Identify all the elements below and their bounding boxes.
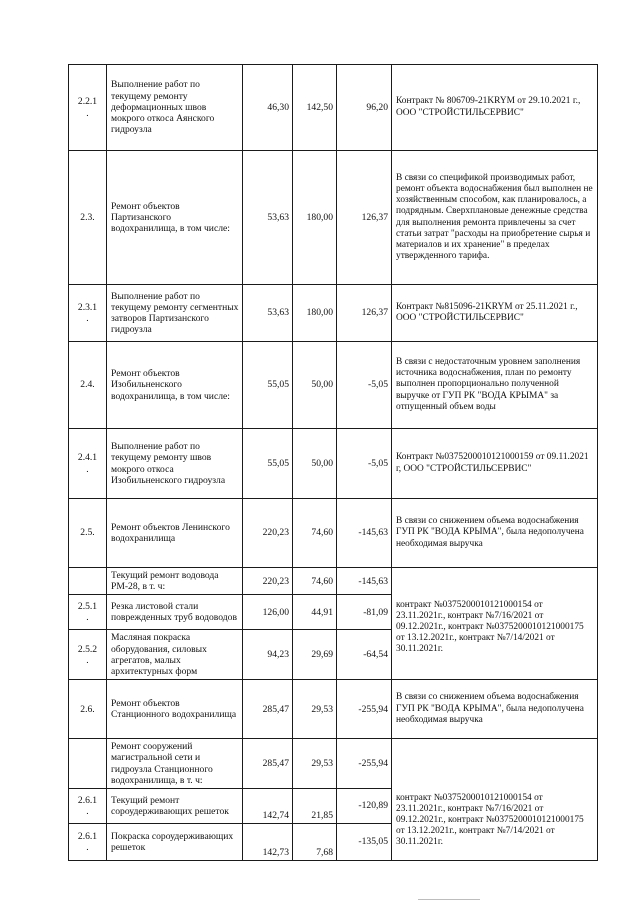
table-row bbox=[69, 151, 598, 285]
row-name: Масляная покраска оборудования, силовых агрегатов, малых архитектурных форм bbox=[107, 630, 243, 680]
table-row bbox=[69, 65, 598, 151]
row-plan-value: 142,74 bbox=[243, 789, 293, 824]
row-name: Ремонт сооружений магистральной сети и гидроузла Станционного водохранилища, в т. ч: bbox=[107, 739, 243, 789]
row-actual-value: 50,00 bbox=[293, 429, 337, 499]
row-number: 2.2.1 . bbox=[69, 65, 107, 151]
table-row bbox=[69, 499, 598, 568]
row-name: Покраска сороудерживающих решеток bbox=[107, 824, 243, 861]
row-actual-value: 180,00 bbox=[293, 151, 337, 285]
row-name: Резка листовой стали поврежденных труб водоводов bbox=[107, 595, 243, 630]
row-name: Ремонт объектов Ленинского водохранилища bbox=[107, 499, 243, 568]
row-note: В связи с недостаточным уровнем заполнения источника водоснабжения, план по ремонту выполнен пропорционально полученной выручке от ГУП РК "ВОДА КРЫМА" за отпущенный объем воды bbox=[392, 342, 598, 429]
row-number: 2.4.1 . bbox=[69, 429, 107, 499]
row-note: В связи со снижением объема водоснабжения ГУП РК "ВОДА КРЫМА", была недополучена необходимая выручка bbox=[392, 499, 598, 568]
row-actual-value: 142,50 bbox=[293, 65, 337, 151]
row-name: Ремонт объектов Партизанского водохранилища, в том числе: bbox=[107, 151, 243, 285]
row-deviation-value: -145,63 bbox=[337, 499, 392, 568]
row-number: 2.3.1 . bbox=[69, 285, 107, 342]
row-actual-value: 44,91 bbox=[293, 595, 337, 630]
row-name: Ремонт объектов Станционного водохранилища bbox=[107, 680, 243, 739]
row-deviation-value: -145,63 bbox=[337, 568, 392, 595]
row-name: Выполнение работ по текущему ремонту деформационных швов мокрого откоса Аянского гидроузла bbox=[107, 65, 243, 151]
row-deviation-value: -5,05 bbox=[337, 429, 392, 499]
row-actual-value: 29,69 bbox=[293, 630, 337, 680]
table-row bbox=[69, 739, 598, 789]
row-actual-value: 74,60 bbox=[293, 568, 337, 595]
row-plan-value: 53,63 bbox=[243, 285, 293, 342]
row-note: Контракт №0375200010121000159 от 09.11.2021 г, ООО "СТРОЙСТИЛЬСЕРВИС" bbox=[392, 429, 598, 499]
row-number: 2.6.1 . bbox=[69, 789, 107, 824]
row-number: 2.4. bbox=[69, 342, 107, 429]
row-plan-value: 126,00 bbox=[243, 595, 293, 630]
row-actual-value: 7,68 bbox=[293, 824, 337, 861]
row-actual-value: 180,00 bbox=[293, 285, 337, 342]
row-actual-value: 74,60 bbox=[293, 499, 337, 568]
row-deviation-value: -255,94 bbox=[337, 680, 392, 739]
report-table bbox=[68, 64, 598, 861]
row-actual-value: 21,85 bbox=[293, 789, 337, 824]
row-number bbox=[69, 739, 107, 789]
row-plan-value: 220,23 bbox=[243, 568, 293, 595]
row-name: Выполнение работ по текущему ремонту швов мокрого откоса Изобильненского гидроузла bbox=[107, 429, 243, 499]
row-plan-value: 46,30 bbox=[243, 65, 293, 151]
row-number: 2.5.1 . bbox=[69, 595, 107, 630]
row-deviation-value: -64,54 bbox=[337, 630, 392, 680]
row-note: контракт №0375200010121000154 от 23.11.2021г., контракт №7/16/2021 от 09.12.2021г., контракт №0375200010121000175 от 13.12.2021г., контракт №7/14/2021 от 30.11.2021г. bbox=[392, 739, 598, 861]
row-actual-value: 50,00 bbox=[293, 342, 337, 429]
row-plan-value: 285,47 bbox=[243, 739, 293, 789]
row-name: Ремонт объектов Изобильненского водохранилища, в том числе: bbox=[107, 342, 243, 429]
row-number: 2.6.1 . bbox=[69, 824, 107, 861]
row-plan-value: 220,23 bbox=[243, 499, 293, 568]
row-number: 2.5.2 . bbox=[69, 630, 107, 680]
page-footer-line bbox=[418, 899, 480, 900]
row-name: Текущий ремонт сороудерживающих решеток bbox=[107, 789, 243, 824]
row-plan-value: 285,47 bbox=[243, 680, 293, 739]
table-row bbox=[69, 285, 598, 342]
table-row bbox=[69, 342, 598, 429]
row-note: Контракт № 806709-21KRYM от 29.10.2021 г., ООО "СТРОЙСТИЛЬСЕРВИС" bbox=[392, 65, 598, 151]
row-actual-value: 29,53 bbox=[293, 739, 337, 789]
row-deviation-value: -81,09 bbox=[337, 595, 392, 630]
row-note: В связи со снижением объема водоснабжения ГУП РК "ВОДА КРЫМА", была недополучена необходимая выручка bbox=[392, 680, 598, 739]
table-row bbox=[69, 429, 598, 499]
row-number: 2.3. bbox=[69, 151, 107, 285]
row-plan-value: 55,05 bbox=[243, 429, 293, 499]
row-plan-value: 94,23 bbox=[243, 630, 293, 680]
row-deviation-value: 126,37 bbox=[337, 151, 392, 285]
row-actual-value: 29,53 bbox=[293, 680, 337, 739]
row-plan-value: 55,05 bbox=[243, 342, 293, 429]
row-note: В связи со спецификой производимых работ, ремонт объекта водоснабжения был выполнен не хозяйственным способом, как планировалось, а подрядным. Сверхплановые денежные средства для выполнения ремонта привлечены за счет статьи затрат "расходы на приобретение сырья и материалов и их хранение" в пределах утвержденного тарифа. bbox=[392, 151, 598, 285]
row-note: контракт №0375200010121000154 от 23.11.2021г., контракт №7/16/2021 от 09.12.2021г., контракт №0375200010121000175 от 13.12.2021г., контракт №7/14/2021 от 30.11.2021г. bbox=[392, 568, 598, 680]
row-deviation-value: -120,89 bbox=[337, 789, 392, 824]
row-deviation-value: -5,05 bbox=[337, 342, 392, 429]
row-number: 2.6. bbox=[69, 680, 107, 739]
row-deviation-value: -135,05 bbox=[337, 824, 392, 861]
row-note: Контракт №815096-21KRYM от 25.11.2021 г., ООО "СТРОЙСТИЛЬСЕРВИС" bbox=[392, 285, 598, 342]
row-deviation-value: 96,20 bbox=[337, 65, 392, 151]
row-name: Текущий ремонт водовода РМ-28, в т. ч: bbox=[107, 568, 243, 595]
row-deviation-value: -255,94 bbox=[337, 739, 392, 789]
row-plan-value: 53,63 bbox=[243, 151, 293, 285]
row-deviation-value: 126,37 bbox=[337, 285, 392, 342]
table-row bbox=[69, 680, 598, 739]
row-number bbox=[69, 568, 107, 595]
table-row bbox=[69, 568, 598, 595]
row-name: Выполнение работ по текущему ремонту сегментных затворов Партизанского гидроузла bbox=[107, 285, 243, 342]
row-plan-value: 142,73 bbox=[243, 824, 293, 861]
row-number: 2.5. bbox=[69, 499, 107, 568]
